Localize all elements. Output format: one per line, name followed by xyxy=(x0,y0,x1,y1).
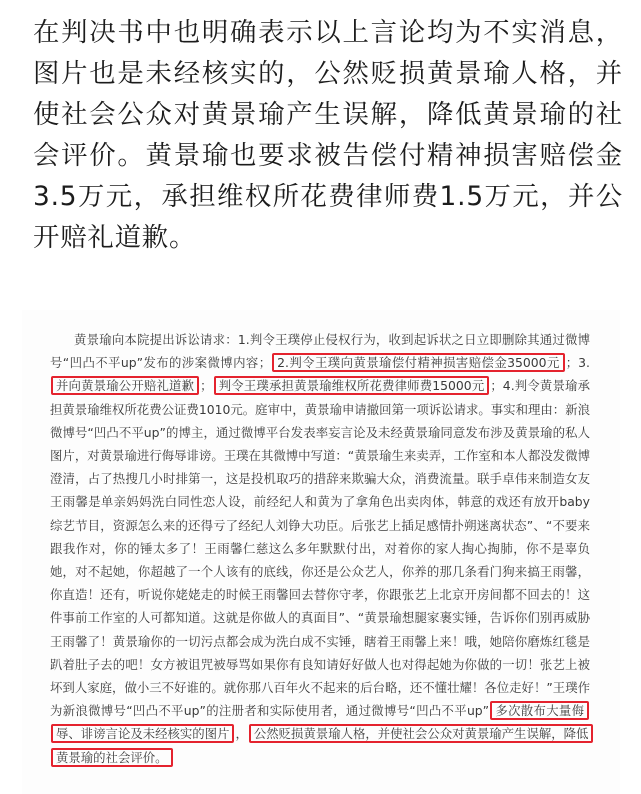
document-text-segment: 黄景瑜向本院提出诉讼请求：1.判令王璞停止侵权行为，收到起诉状之日立即删除其通过微博号“凹凸不平up”发布的涉案微博内容； xyxy=(50,332,590,371)
court-document-text xyxy=(50,328,590,769)
highlighted-statement: 并向黄景瑜公开赔礼道歉 xyxy=(51,376,199,395)
document-text-segment: ；4.判令黄景瑜承担黄景瑜维权所花费公证费1010元。庭审中，黄景瑜申请撤回第一项诉讼请求。事实和理由：新浪微博号“凹凸不平up”的博主，通过微博平台发表率妄言论及未经黄景瑜同意发布涉及黄景瑜的私人图片，对黄景瑜进行侮辱诽谤。王璞在其微博中写道：“黄景瑜生来卖弄，工作室和本人都没发微博澄清，占了热搜几小时排第一，这是投机取巧的措辞来欺骗大众，消费流量。联手卓伟来制造女友王雨馨是单亲妈妈洗白同性恋人设，前经纪人和黄为了拿角色出卖肉体，韩意的戏还有放开baby 综艺节目，资源怎么来的还得亏了经纪人刘铮大功臣。后张艺上插足感情扑朔迷离状态”、“不要来跟我作对，你的锤太多了！王雨馨仁慈这么多年默默付出，对着你的家人掏心掏肺，你不是辜负她，对不起她，你超越了一个人该有的底线，你还是公众艺人，你养的那几条看门狗来搞王雨馨，你直造！还有，听说你姥姥走的时候王雨馨回去替你守孝，你跟张艺上北京开房间都不回去的！这件事前工作室的人可都知道。这就是你做人的真面目”、“黄景瑜想腿家裹实锤，告诉你们别再威胁王雨馨了！黄景瑜你的一切污点都会成为洗白成不实锤，瞎着王雨馨上来！哦，她陪你磨炼红毯是趴着肚子去的吧！女方被诅咒被辱骂如果你有良知请好好做人也对得起她为你做的一切！张艺上被坏到人家庭，做小三不好谁的。就你那八百年火不起来的后台略，还不懂壮耀！各位走好！”王璞作为新浪微博号“凹凸不平up”的注册者和实际使用者，通过微博号“凹凸不平up” xyxy=(50,378,590,719)
document-text-segment: ， xyxy=(235,726,248,742)
court-document-image xyxy=(22,310,620,794)
highlighted-statement: 判令王璞承担黄景瑜维权所花费律师费15000元 xyxy=(214,376,490,395)
highlighted-statement: 2.判令王璞向黄景瑜偿付精神损害赔偿金35000元 xyxy=(272,353,565,372)
highlighted-statement: 公然贬损黄景瑜人格，并使社会公众对黄景瑜产生误解，降低黄景瑜的社会评价。 xyxy=(51,724,593,766)
article-paragraph: 在判决书中也明确表示以上言论均为不实消息，图片也是未经核实的，公然贬损黄景瑜人格，并使社会公众对黄景瑜产生误解，降低黄景瑜的社会评价。黄景瑜也要求被告偿付精神损害赔偿金3.5万元，承担维权所花费律师费1.5万元，并公开赔礼道歉。 xyxy=(33,17,623,253)
document-text-segment: ； xyxy=(200,378,213,394)
highlighted-statement: 多次散布大量侮辱、诽谤言论及未经核实的图片 xyxy=(51,701,589,743)
document-text-segment: ；3. xyxy=(565,355,590,371)
article-text-block xyxy=(33,12,623,258)
